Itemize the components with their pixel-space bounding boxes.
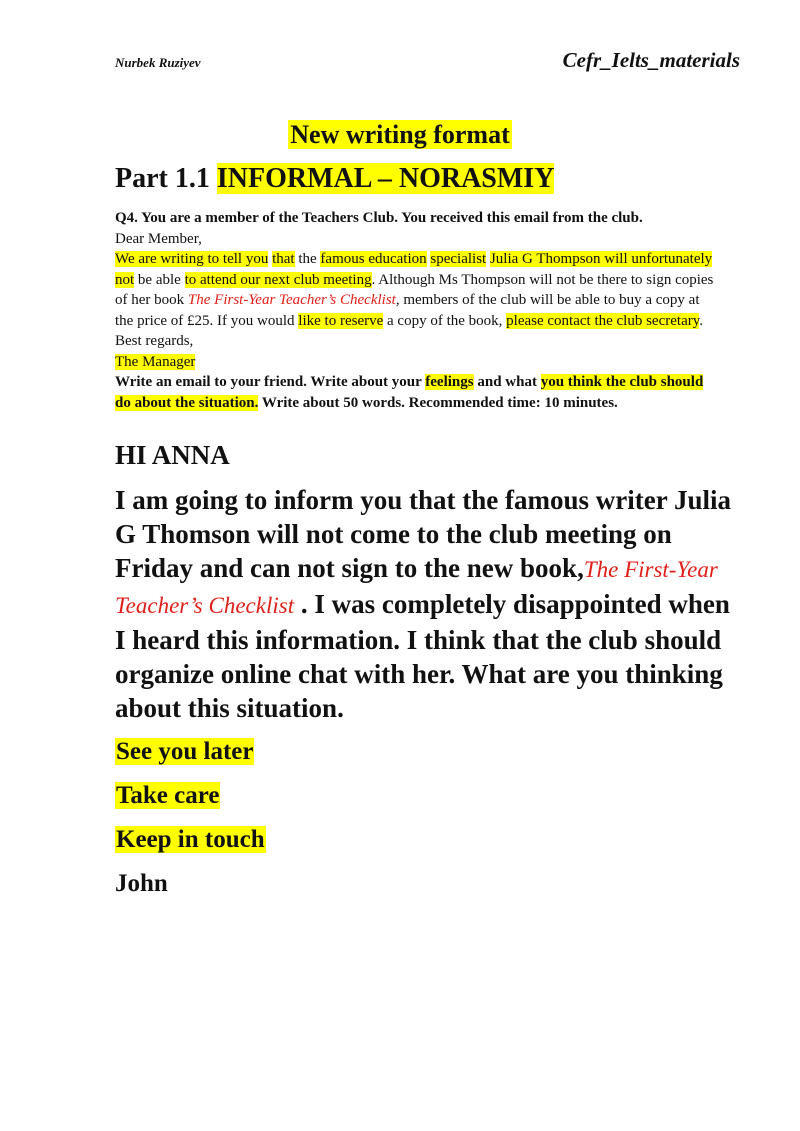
answer-signature: John bbox=[115, 870, 168, 897]
answer-text: . I was completely disappointed when I heard this information. I think that the club should organize online chat with her. What are you thinking about this situation. bbox=[115, 589, 730, 723]
answer-letter bbox=[115, 440, 745, 911]
part-label: INFORMAL – NORASMIY bbox=[216, 163, 555, 194]
email-body bbox=[115, 249, 715, 331]
email-signoff: Best regards, bbox=[115, 333, 194, 349]
page-title-text: New writing format bbox=[290, 120, 510, 149]
instr-seg: and what bbox=[473, 374, 541, 390]
email-seg: the bbox=[294, 251, 321, 267]
email-sender bbox=[115, 352, 715, 373]
page-title bbox=[0, 120, 800, 150]
email-seg: specialist bbox=[430, 251, 487, 267]
channel-name: Cefr_Ielts_materials bbox=[562, 48, 740, 72]
email-seg: We are writing to tell you bbox=[115, 251, 269, 267]
email-seg: . bbox=[699, 312, 703, 329]
answer-greeting: HI ANNA bbox=[115, 440, 230, 470]
answer-book-title: The First-Year Teacher’s Checklist bbox=[115, 557, 718, 618]
email-seg: be able bbox=[134, 271, 185, 288]
instr-seg: feelings bbox=[425, 374, 474, 390]
email-seg: a copy of the book, bbox=[383, 312, 507, 329]
answer-body bbox=[115, 483, 745, 725]
email-sender-text: The Manager bbox=[115, 353, 196, 370]
closing-line: Take care bbox=[116, 782, 220, 809]
task-block bbox=[115, 208, 715, 413]
answer-text: I am going to inform you that the famous writer Julia G Thomson will not come to the club meeting on Friday and can not sign to the new book, bbox=[115, 485, 731, 583]
email-seg: please contact the club secretary bbox=[506, 312, 700, 329]
part-heading bbox=[115, 163, 554, 195]
task-instruction bbox=[115, 372, 715, 413]
email-seg: famous education bbox=[320, 251, 427, 267]
email-seg: to attend our next club meeting bbox=[184, 271, 372, 288]
closing-line: Keep in touch bbox=[116, 826, 265, 853]
email-seg: . Although Ms Thompson will not be there to sign copies of her book bbox=[115, 271, 714, 308]
part-prefix: Part 1.1 bbox=[115, 163, 217, 194]
task-question: Q4. You are a member of the Teachers Club. You received this email from the club. bbox=[115, 210, 643, 226]
answer-closings bbox=[115, 735, 745, 901]
instr-seg: you think the club should do about the situation. bbox=[115, 374, 704, 411]
instr-seg: Write about 50 words. Recommended time: 10 minutes. bbox=[258, 394, 618, 411]
closing-line: See you later bbox=[116, 738, 254, 765]
email-seg: that bbox=[272, 251, 295, 267]
author-name: Nurbek Ruziyev bbox=[115, 55, 201, 70]
instr-seg: Write an email to your friend. Write about your bbox=[115, 374, 426, 390]
email-seg: like to reserve bbox=[298, 312, 384, 329]
email-seg: , members of the club will be able to buy a copy at the price of £25. If you would bbox=[115, 292, 700, 329]
email-salutation: Dear Member, bbox=[115, 230, 202, 247]
book-title: The First-Year Teacher’s Checklist bbox=[187, 292, 396, 308]
email-seg: Julia G Thompson will unfortunately not bbox=[115, 251, 713, 288]
